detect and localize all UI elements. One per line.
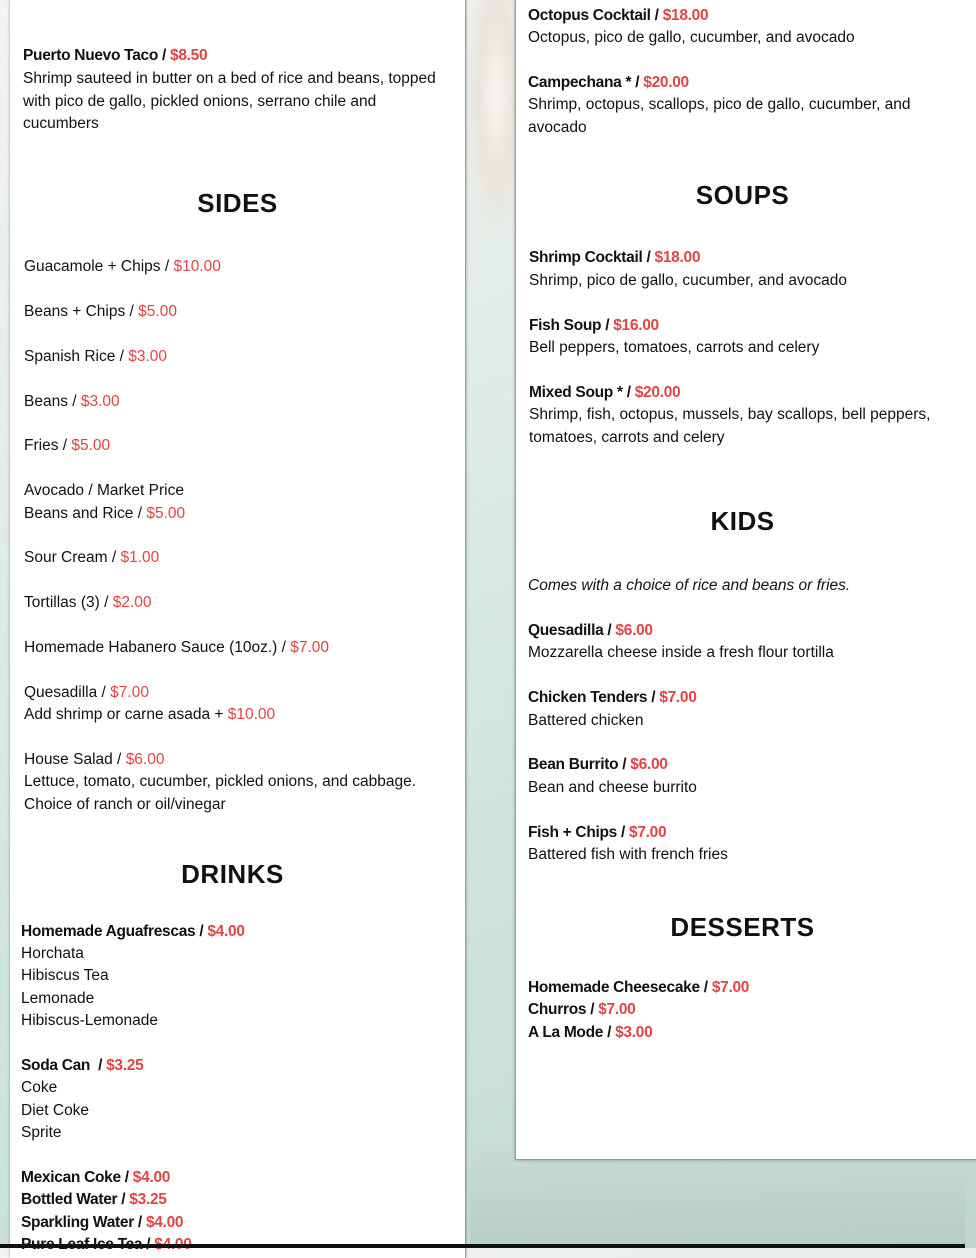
menu-item-title: Fish Soup / $16.00 — [529, 317, 659, 334]
side-item-description: Lettuce, tomato, cucumber, pickled onions, and cabbage. — [24, 773, 417, 790]
bottom-edge-bar — [0, 1244, 965, 1248]
section-heading-kids: KIDS — [710, 506, 775, 536]
menu-item-description: Octopus, pico de gallo, cucumber, and avocado — [528, 29, 855, 46]
menu-item-title: Puerto Nuevo Taco / $8.50 — [23, 47, 208, 64]
side-item: Sour Cream / $1.00 — [24, 549, 160, 566]
side-item: Add shrimp or carne asada + $10.00 — [24, 706, 276, 723]
section-heading-desserts: DESSERTS — [670, 912, 815, 942]
drink-flavor: Diet Coke — [21, 1102, 90, 1119]
drink-item-clipped — [21, 1234, 192, 1244]
side-item: Beans and Rice / $5.00 — [24, 505, 186, 522]
drink-item: Mexican Coke / $4.00 — [21, 1169, 171, 1186]
menu-item-description: Mozzarella cheese inside a fresh flour tortilla — [528, 644, 834, 661]
section-heading-soups: SOUPS — [695, 180, 790, 210]
drink-item: Homemade Aguafrescas / $4.00 — [21, 923, 245, 940]
menu-item-description: Shrimp, fish, octopus, mussels, bay scallops, bell peppers, tomatoes, carrots and celery — [529, 406, 931, 446]
drink-flavor: Hibiscus Tea — [21, 967, 109, 984]
section-heading-drinks: DRINKS — [181, 859, 284, 889]
dessert-item: A La Mode / $3.00 — [528, 1024, 653, 1041]
menu-item-description: Battered fish with french fries — [528, 846, 728, 863]
dessert-item: Churros / $7.00 — [528, 1001, 636, 1018]
side-item: Quesadilla / $7.00 — [24, 684, 149, 701]
dessert-item: Homemade Cheesecake / $7.00 — [528, 979, 750, 996]
drink-flavor: Sprite — [21, 1124, 62, 1141]
menu-item-description: Shrimp, pico de gallo, cucumber, and avocado — [529, 272, 847, 289]
side-item: Beans / $3.00 — [24, 393, 120, 410]
drink-item: Sparkling Water / $4.00 — [21, 1214, 184, 1231]
background-blur — [470, 1150, 965, 1248]
menu-item-title: Mixed Soup * / $20.00 — [529, 384, 681, 401]
drink-flavor: Lemonade — [21, 990, 95, 1007]
menu-item-description: Bean and cheese burrito — [528, 779, 697, 796]
side-item: Avocado / Market Price — [24, 482, 184, 499]
menu-item-title: Octopus Cocktail / $18.00 — [528, 7, 709, 24]
side-item: Guacamole + Chips / $10.00 — [24, 258, 221, 275]
side-item: Fries / $5.00 — [24, 437, 111, 454]
side-item: Spanish Rice / $3.00 — [24, 348, 168, 365]
side-item: Homemade Habanero Sauce (10oz.) / $7.00 — [24, 639, 330, 656]
kids-note: Comes with a choice of rice and beans or fries. — [528, 577, 851, 594]
menu-item-title: Fish + Chips / $7.00 — [528, 824, 667, 841]
drink-item: Bottled Water / $3.25 — [21, 1191, 167, 1208]
section-heading-sides: SIDES — [197, 188, 278, 218]
menu-item-description: Battered chicken — [528, 712, 644, 729]
menu-item-title: Shrimp Cocktail / $18.00 — [529, 249, 701, 266]
side-item: House Salad / $6.00 — [24, 751, 165, 768]
drink-flavor: Hibiscus-Lemonade — [21, 1012, 158, 1029]
side-item: Beans + Chips / $5.00 — [24, 303, 177, 320]
menu-item-title: Chicken Tenders / $7.00 — [528, 689, 697, 706]
menu-item-description: Bell peppers, tomatoes, carrots and celery — [529, 339, 820, 356]
side-item: Tortillas (3) / $2.00 — [24, 594, 152, 611]
menu-item-description: Shrimp sauteed in butter on a bed of rice and beans, topped with pico de gallo, pickled onions, serrano chile and cucumbers — [23, 70, 436, 132]
menu-item-title: Quesadilla / $6.00 — [528, 622, 653, 639]
drink-item: Soda Can / $3.25 — [21, 1057, 144, 1074]
menu-item-title: Bean Burrito / $6.00 — [528, 756, 668, 773]
side-item-description: Choice of ranch or oil/vinegar — [24, 796, 226, 813]
menu-item-title: Campechana * / $20.00 — [528, 74, 689, 91]
menu-item-description: Shrimp, octopus, scallops, pico de gallo, cucumber, and avocado — [528, 96, 911, 136]
drink-flavor: Coke — [21, 1079, 58, 1096]
drink-flavor: Horchata — [21, 945, 84, 962]
